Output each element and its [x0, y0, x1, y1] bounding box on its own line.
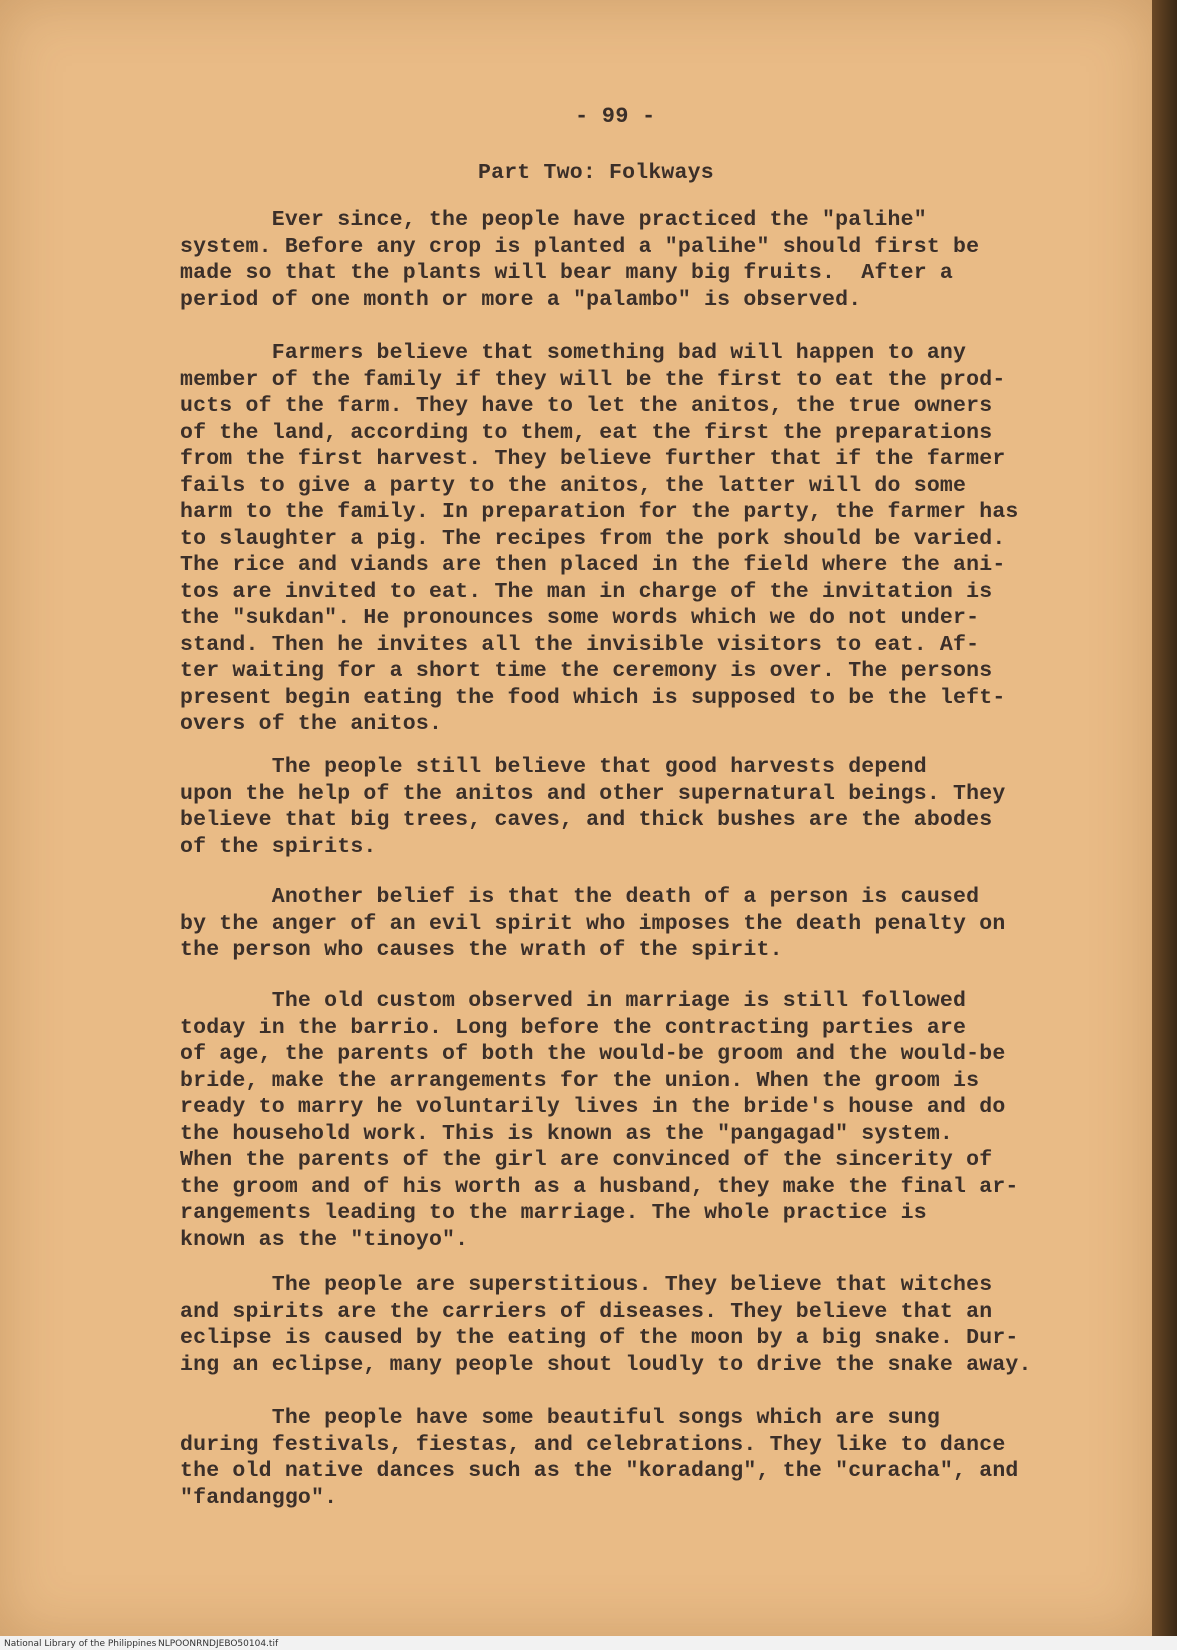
- text-line: during festivals, fiestas, and celebrations. They like to dance: [180, 1432, 1006, 1457]
- paragraph-superstitions: [180, 1272, 1060, 1378]
- text-line: by the anger of an evil spirit who imposes the death penalty on: [180, 911, 1006, 936]
- text-line: the person who causes the wrath of the spirit.: [180, 938, 783, 962]
- text-line: bride, make the arrangements for the union. When the groom is: [180, 1068, 980, 1093]
- text-line: ter waiting for a short time the ceremony is over. The persons: [180, 659, 993, 683]
- text-line: fails to give a party to the anitos, the latter will do some: [180, 473, 967, 498]
- text-line: eclipse is caused by the eating of the moon by a big snake. Dur-: [180, 1326, 1019, 1350]
- text-line: system. Before any crop is planted a "palihe" should first be: [180, 234, 980, 259]
- text-line: from the first harvest. They believe further that if the farmer: [180, 447, 1006, 471]
- paragraph-palihe: [180, 207, 1060, 313]
- book-spine-edge: [1152, 0, 1177, 1650]
- page-number: - 99 -: [575, 104, 656, 129]
- text-line: made so that the plants will bear many big fruits. After a: [180, 261, 954, 285]
- footer-filename: NLPOONRNDJEBO50104.tif: [158, 1639, 279, 1649]
- paragraph-marriage: [180, 988, 1060, 1253]
- text-line: period of one month or more a "palambo" is observed.: [180, 287, 862, 312]
- text-line: and spirits are the carriers of diseases. They believe that an: [180, 1299, 993, 1324]
- text-line: Ever since, the people have practiced the "palihe": [180, 208, 927, 232]
- text-line: stand. Then he invites all the invisible visitors to eat. Af-: [180, 632, 980, 657]
- text-line: of age, the parents of both the would-be groom and the would-be: [180, 1042, 1006, 1066]
- text-line: The rice and viands are then placed in the field where the ani-: [180, 553, 1006, 577]
- text-line: Another belief is that the death of a person is caused: [180, 885, 980, 909]
- text-line: today in the barrio. Long before the contracting parties are: [180, 1015, 967, 1040]
- text-line: The old custom observed in marriage is still followed: [180, 989, 967, 1013]
- paragraph-death-belief: [180, 884, 1060, 964]
- text-line: known as the "tinoyo".: [180, 1227, 469, 1252]
- text-line: upon the help of the anitos and other supernatural beings. They: [180, 781, 1006, 806]
- text-line: to slaughter a pig. The recipes from the pork should be varied.: [180, 526, 1006, 551]
- text-line: ucts of the farm. They have to let the anitos, the true owners: [180, 394, 993, 418]
- scan-footer: [0, 1636, 1177, 1650]
- text-line: of the spirits.: [180, 834, 377, 859]
- section-title: Part Two: Folkways: [478, 161, 714, 185]
- text-line: the household work. This is known as the "pangagad" system.: [180, 1121, 954, 1146]
- text-line: tos are invited to eat. The man in charge of the invitation is: [180, 579, 993, 604]
- text-line: The people have some beautiful songs which are sung: [180, 1406, 940, 1430]
- text-line: member of the family if they will be the first to eat the prod-: [180, 367, 1006, 392]
- text-line: rangements leading to the marriage. The whole practice is: [180, 1201, 927, 1225]
- text-line: The people still believe that good harvests depend: [180, 755, 927, 779]
- text-line: present begin eating the food which is supposed to be the left-: [180, 685, 1006, 710]
- text-line: the "sukdan". He pronounces some words which we do not under-: [180, 606, 980, 630]
- text-line: "fandanggo".: [180, 1485, 338, 1510]
- text-line: ing an eclipse, many people shout loudly to drive the snake away.: [180, 1352, 1032, 1377]
- text-line: the groom and of his worth as a husband, they make the final ar-: [180, 1174, 1019, 1199]
- paragraph-harvests: [180, 754, 1060, 860]
- text-line: When the parents of the girl are convinced of the sincerity of: [180, 1148, 993, 1172]
- text-line: harm to the family. In preparation for the party, the farmer has: [180, 500, 1019, 524]
- text-line: believe that big trees, caves, and thick bushes are the abodes: [180, 808, 993, 832]
- text-line: the old native dances such as the "koradang", the "curacha", and: [180, 1459, 1019, 1483]
- paragraph-songs-dances: [180, 1405, 1060, 1511]
- paragraph-farmers: [180, 340, 1060, 738]
- footer-library: National Library of the Philippines: [4, 1639, 157, 1649]
- text-line: of the land, according to them, eat the first the preparations: [180, 420, 993, 445]
- text-line: The people are superstitious. They believe that witches: [180, 1273, 993, 1297]
- text-line: ready to marry he voluntarily lives in the bride's house and do: [180, 1095, 1006, 1119]
- text-line: Farmers believe that something bad will happen to any: [180, 341, 967, 365]
- text-line: overs of the anitos.: [180, 712, 443, 736]
